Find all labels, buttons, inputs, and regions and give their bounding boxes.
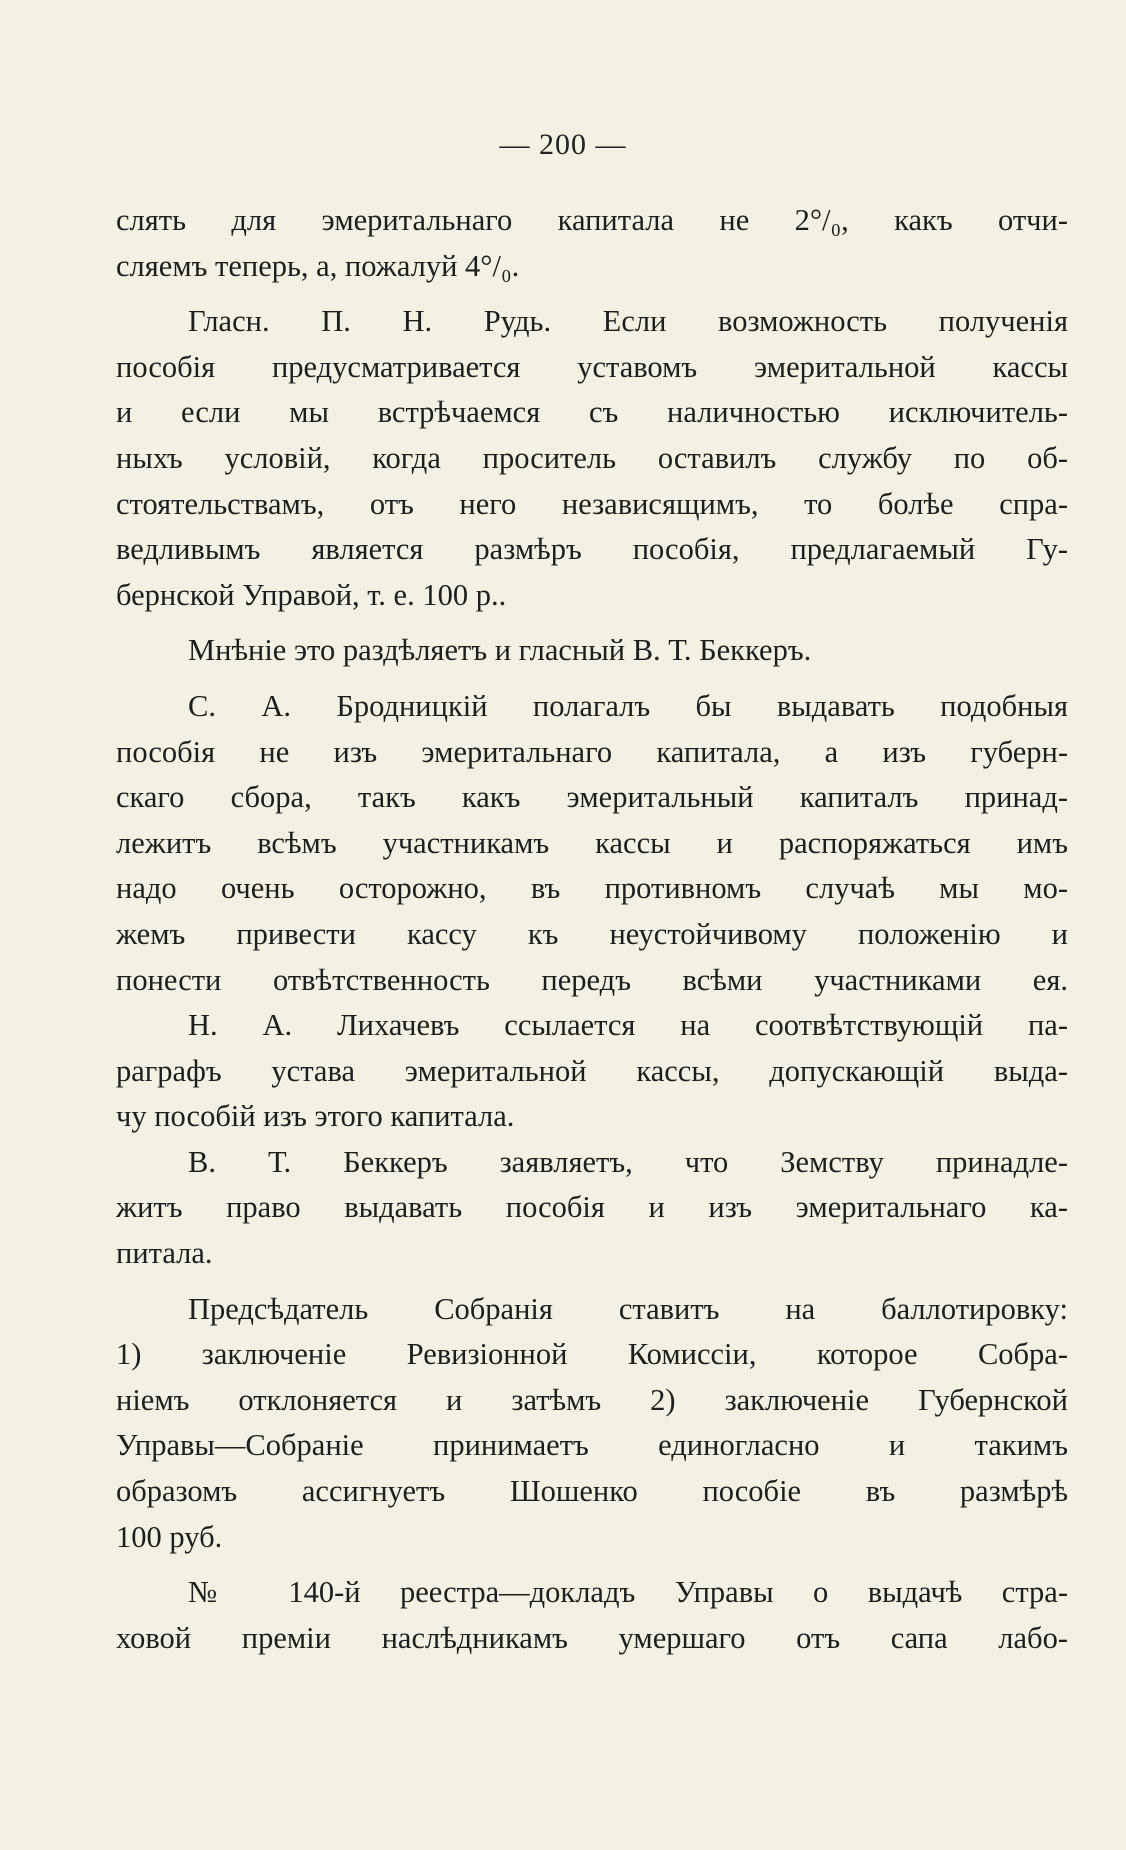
text-line: С. А. Бродницкій полагалъ бы выдавать подобныя <box>188 688 1068 723</box>
paragraph <box>116 1003 1068 1140</box>
text-line: образомъ ассигнуетъ Шошенко пособіе въ размѣрѣ <box>116 1474 1068 1509</box>
text-line: Управы—Собраніе принимаетъ единогласно и такимъ <box>116 1428 1068 1463</box>
text-line: жемъ привести кассу къ неустойчивому положенію и <box>116 916 1068 951</box>
text-line: Гласн. П. Н. Рудь. Если возможность полученія <box>188 304 1068 339</box>
paragraph <box>116 198 1068 289</box>
text-line: сляемъ теперь, а, пожалуй 4°/₀. <box>116 248 520 283</box>
text-line: чу пособій изъ этого капитала. <box>116 1099 515 1134</box>
text-line: ховой преміи наслѣдникамъ умершаго отъ сапа лабо- <box>116 1620 1068 1655</box>
text-line: пособія предусматривается уставомъ эмеритальной кассы <box>116 349 1068 384</box>
text-line: ведливымъ является размѣръ пособія, предлагаемый Гу- <box>116 532 1068 567</box>
text-line: раграфъ устава эмеритальной кассы, допускающій выда- <box>116 1053 1068 1088</box>
text-line: понести отвѣтственность передъ всѣми участниками ея. <box>116 962 1068 997</box>
paragraph <box>116 684 1068 1003</box>
text-line: 1) заключеніе Ревизіонной Комиссіи, которое Собра- <box>116 1337 1068 1372</box>
text-line: Предсѣдатель Собранія ставитъ на баллотировку: <box>188 1291 1068 1326</box>
text-line: Мнѣніе это раздѣляетъ и гласный В. Т. Беккеръ. <box>188 633 812 668</box>
text-line: питала. <box>116 1236 213 1271</box>
paragraph <box>116 1140 1068 1277</box>
text-line: № 140-й реестра—докладъ Управы о выдачѣ стра- <box>188 1575 1068 1610</box>
paragraph <box>116 299 1068 618</box>
text-line: житъ право выдавать пособія и изъ эмеритальнаго ка- <box>116 1190 1068 1225</box>
text-line: бернской Управой, т. е. 100 р.. <box>116 577 507 612</box>
text-line: пособія не изъ эмеритальнаго капитала, а изъ губерн- <box>116 734 1068 769</box>
page-number: — 200 — <box>499 128 627 161</box>
text-line: слять для эмеритальнаго капитала не 2°/₀, какъ отчи- <box>116 203 1068 237</box>
paragraph <box>116 1570 1068 1661</box>
paragraph <box>116 628 1068 674</box>
text-line: стоятельствамъ, отъ него независящимъ, то болѣе спра- <box>116 486 1068 521</box>
text-line: и если мы встрѣчаемся съ наличностью исключитель- <box>116 395 1068 430</box>
text-line: Н. А. Лихачевъ ссылается на соотвѣтствующій па- <box>188 1008 1068 1043</box>
text-line: ныхъ условій, когда проситель оставилъ службу по об- <box>116 440 1068 475</box>
paragraph <box>116 1287 1068 1561</box>
text-line: лежитъ всѣмъ участникамъ кассы и распоряжаться имъ <box>116 825 1068 860</box>
text-line: 100 руб. <box>116 1519 223 1554</box>
text-line: ніемъ отклоняется и затѣмъ 2) заключеніе Губернской <box>116 1382 1068 1417</box>
body-text <box>116 198 1068 1661</box>
text-line: скаго сбора, такъ какъ эмеритальный капиталъ принад- <box>116 780 1068 815</box>
text-line: В. Т. Беккеръ заявляетъ, что Земству принадле- <box>188 1144 1068 1179</box>
text-line: надо очень осторожно, въ противномъ случаѣ мы мо- <box>116 871 1068 906</box>
